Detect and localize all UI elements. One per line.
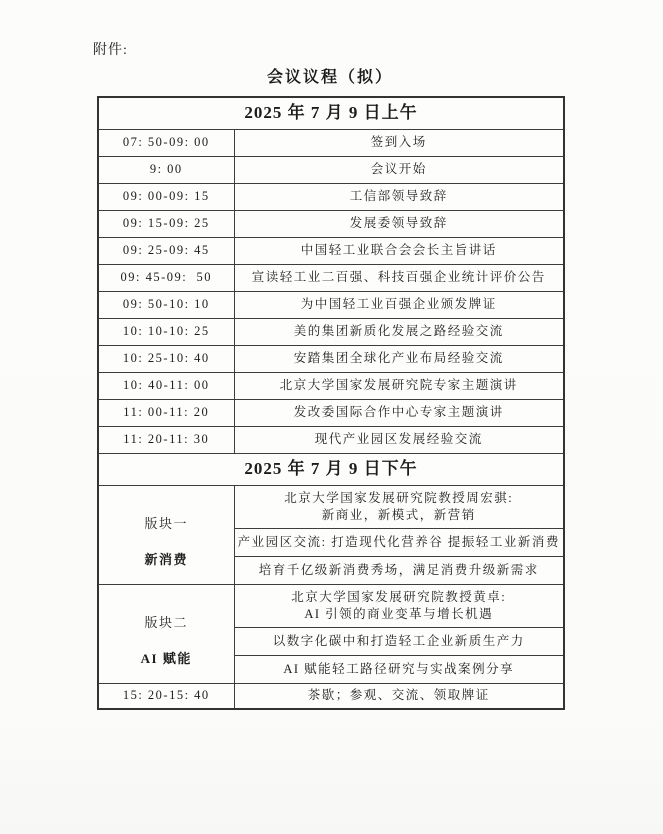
attachment-label: 附件: <box>93 43 128 58</box>
agenda-table <box>97 96 565 710</box>
time-cell: 09: 25-09: 45 <box>98 237 234 264</box>
block-label-cell <box>98 584 234 683</box>
block-label-cell <box>98 485 234 584</box>
event-cell: 培育千亿级新消费秀场，满足消费升级新需求 <box>234 556 564 584</box>
table-row <box>98 318 564 345</box>
event-line: 新商业，新模式，新营销 <box>321 507 476 522</box>
event-cell: 签到入场 <box>234 129 564 156</box>
time-cell: 11: 00-11: 20 <box>98 399 234 426</box>
session-header-afternoon: 2025 年 7 月 9 日下午 <box>98 453 564 485</box>
event-cell: 产业园区交流: 打造现代化营养谷 提振轻工业新消费 <box>234 528 564 556</box>
event-cell: 中国轻工业联合会会长主旨讲话 <box>234 237 564 264</box>
table-row <box>98 97 564 129</box>
event-line: 北京大学国家发展研究院教授黄卓: <box>291 589 507 604</box>
event-cell <box>234 485 564 528</box>
time-cell: 10: 10-10: 25 <box>98 318 234 345</box>
time-cell: 09: 15-09: 25 <box>98 210 234 237</box>
table-row <box>98 291 564 318</box>
session-header-morning: 2025 年 7 月 9 日上午 <box>98 97 564 129</box>
event-line: AI 引领的商业变革与增长机遇 <box>304 606 494 621</box>
table-row <box>98 210 564 237</box>
time-cell: 09: 00-09: 15 <box>98 183 234 210</box>
event-line: 北京大学国家发展研究院教授周宏骐: <box>284 490 514 505</box>
event-cell: 现代产业园区发展经验交流 <box>234 426 564 453</box>
time-cell: 09: 50-10: 10 <box>98 291 234 318</box>
table-row <box>98 237 564 264</box>
event-cell: 安踏集团全球化产业布局经验交流 <box>234 345 564 372</box>
event-cell: 发展委领导致辞 <box>234 210 564 237</box>
time-cell: 10: 25-10: 40 <box>98 345 234 372</box>
event-cell: AI 赋能轻工路径研究与实战案例分享 <box>234 655 564 683</box>
event-cell: 美的集团新质化发展之路经验交流 <box>234 318 564 345</box>
event-cell: 发改委国际合作中心专家主题演讲 <box>234 399 564 426</box>
block-theme: AI 赋能 <box>140 650 192 666</box>
block-theme: 新消费 <box>144 551 188 567</box>
event-cell: 北京大学国家发展研究院专家主题演讲 <box>234 372 564 399</box>
time-cell: 15: 20-15: 40 <box>98 683 234 709</box>
block-name: 版块二 <box>144 614 188 630</box>
table-row <box>98 584 564 627</box>
time-cell: 10: 40-11: 00 <box>98 372 234 399</box>
event-cell <box>234 584 564 627</box>
table-row <box>98 264 564 291</box>
event-cell: 以数字化碳中和打造轻工企业新质生产力 <box>234 627 564 655</box>
page-title: 会议议程（拟） <box>266 69 393 86</box>
event-cell: 为中国轻工业百强企业颁发牌证 <box>234 291 564 318</box>
table-row <box>98 453 564 485</box>
table-row <box>98 372 564 399</box>
block-name: 版块一 <box>144 515 188 531</box>
time-cell: 07: 50-09: 00 <box>98 129 234 156</box>
table-row <box>98 683 564 709</box>
event-cell: 工信部领导致辞 <box>234 183 564 210</box>
table-row <box>98 399 564 426</box>
table-row <box>98 183 564 210</box>
table-row <box>98 156 564 183</box>
table-row <box>98 485 564 528</box>
table-row <box>98 426 564 453</box>
event-cell: 会议开始 <box>234 156 564 183</box>
event-cell: 宣读轻工业二百强、科技百强企业统计评价公告 <box>234 264 564 291</box>
table-row <box>98 129 564 156</box>
table-row <box>98 345 564 372</box>
time-cell: 9: 00 <box>98 156 234 183</box>
time-cell: 11: 20-11: 30 <box>98 426 234 453</box>
time-cell: 09: 45-09: 50 <box>98 264 234 291</box>
event-cell: 茶歇；参观、交流、领取牌证 <box>234 683 564 709</box>
